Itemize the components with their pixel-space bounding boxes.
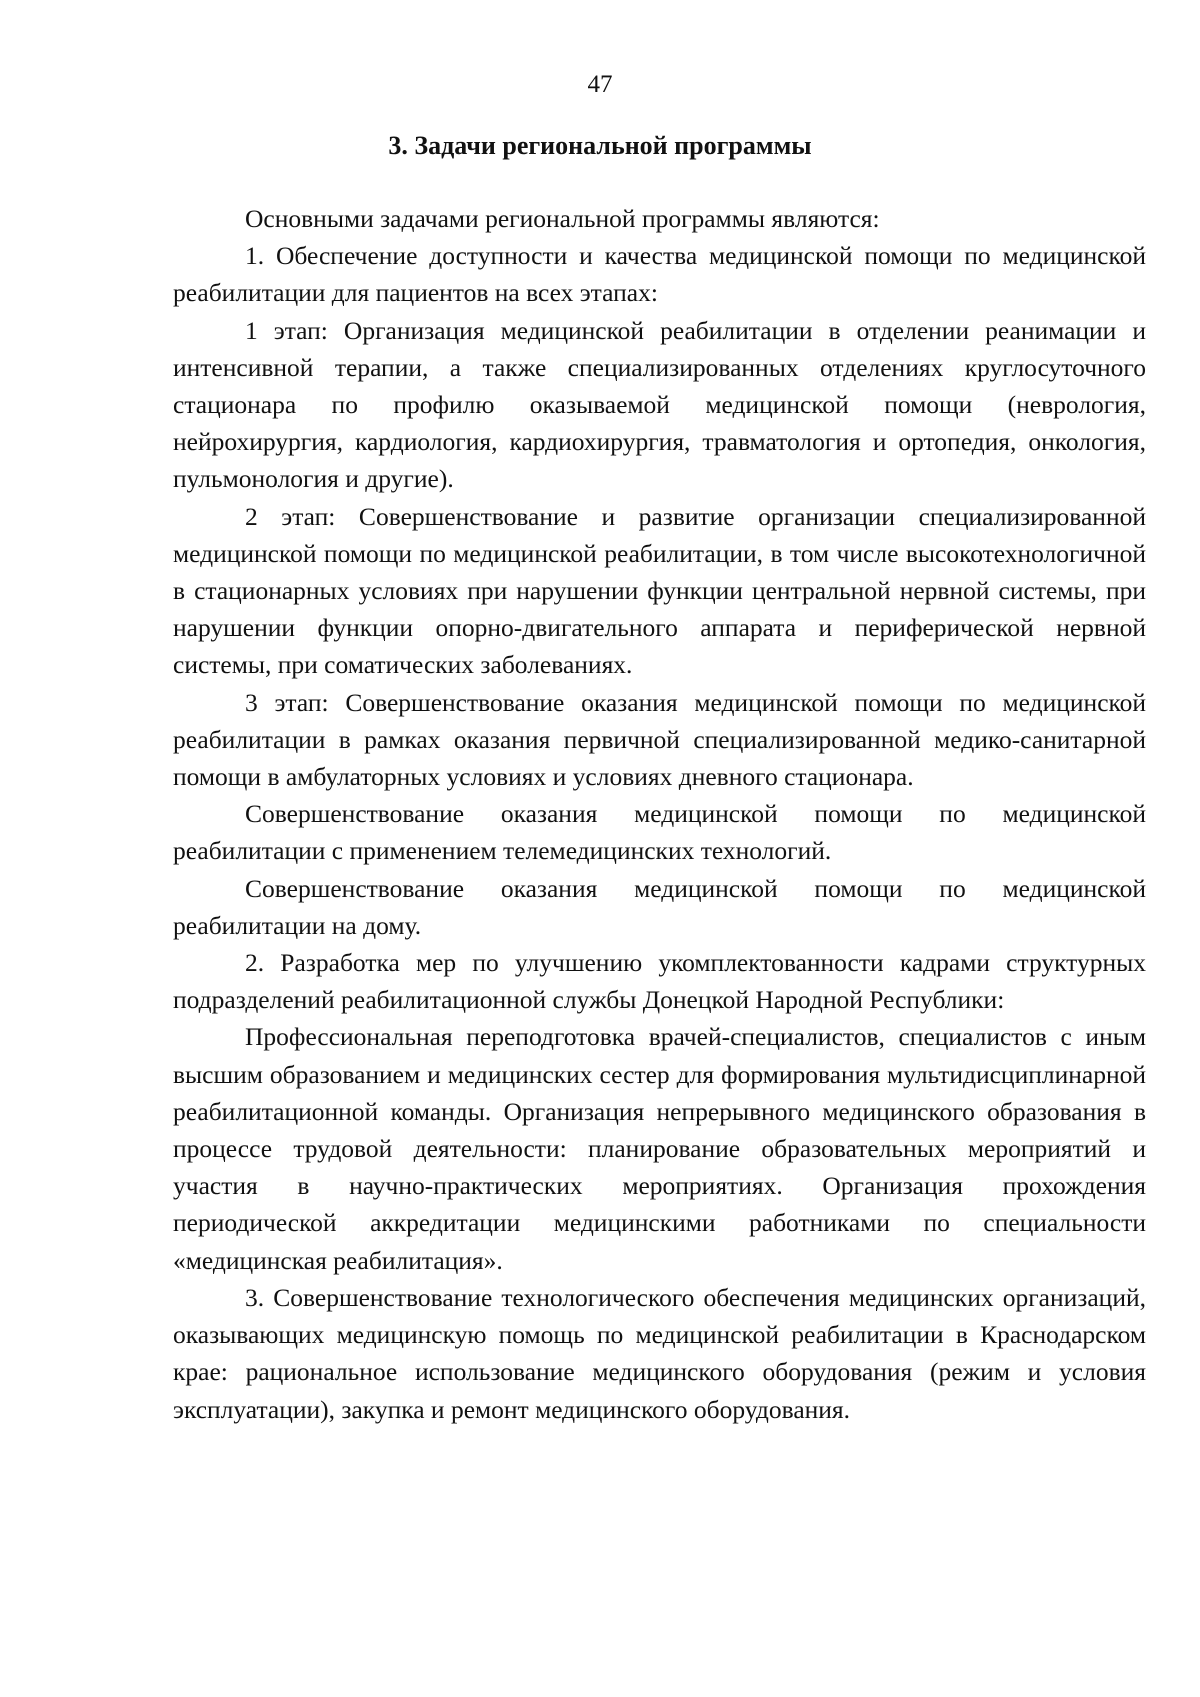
paragraph-task-2: 2. Разработка мер по улучшению укомплектованности кадрами структурных подразделений реабилитационной службы Донецкой Народной Республики: (173, 948, 1146, 1015)
paragraph-telemedicine: Совершенствование оказания медицинской помощи по медицинской реабилитации с применением телемедицинских технологий. (173, 799, 1146, 866)
paragraph-stage-1: 1 этап: Организация медицинской реабилитации в отделении реанимации и интенсивной терапии, а также специализированных отделениях круглосуточного стационара по профилю оказываемой медицинской помощи (неврология, нейрохирургия, кардиология, кардиохирургия, травматология и ортопедия, онкология, пульмонология и другие). (173, 315, 1146, 494)
body-text (173, 200, 1146, 1428)
paragraph-task-1: 1. Обеспечение доступности и качества медицинской помощи по медицинской реабилитации для пациентов на всех этапах: (173, 241, 1146, 308)
paragraph-intro: Основными задачами региональной программы являются: (245, 204, 880, 233)
paragraph-stage-3: 3 этап: Совершенствование оказания медицинской помощи по медицинской реабилитации в рамках оказания первичной специализированной медико-санитарной помощи в амбулаторных условиях и условиях дневного стационара. (173, 687, 1146, 792)
paragraph-stage-2: 2 этап: Совершенствование и развитие организации специализированной медицинской помощи по медицинской реабилитации, в том числе высокотехнологичной в стационарных условиях при нарушении функции центральной нервной системы, при нарушении функции опорно-двигательного аппарата и периферической нервной системы, при соматических заболеваниях. (173, 501, 1146, 680)
paragraph-training: Профессиональная переподготовка врачей-специалистов, специалистов с иным высшим образованием и медицинских сестер для формирования мультидисциплинарной реабилитационной команды. Организация непрерывного медицинского образования в процессе трудовой деятельности: планирование образовательных мероприятий и участия в научно-практических мероприятиях. Организация прохождения периодической аккредитации медицинскими работниками по специальности «медицинская реабилитация». (173, 1022, 1146, 1275)
section-heading: 3. Задачи региональной программы (388, 131, 812, 160)
paragraph-home-rehab: Совершенствование оказания медицинской помощи по медицинской реабилитации на дому. (173, 873, 1146, 940)
page-number: 47 (587, 71, 613, 98)
paragraph-task-3: 3. Совершенствование технологического обеспечения медицинских организаций, оказывающих медицинскую помощь по медицинской реабилитации в Краснодарском крае: рациональное использование медицинского оборудования (режим и условия эксплуатации), закупка и ремонт медицинского оборудования. (173, 1282, 1146, 1424)
